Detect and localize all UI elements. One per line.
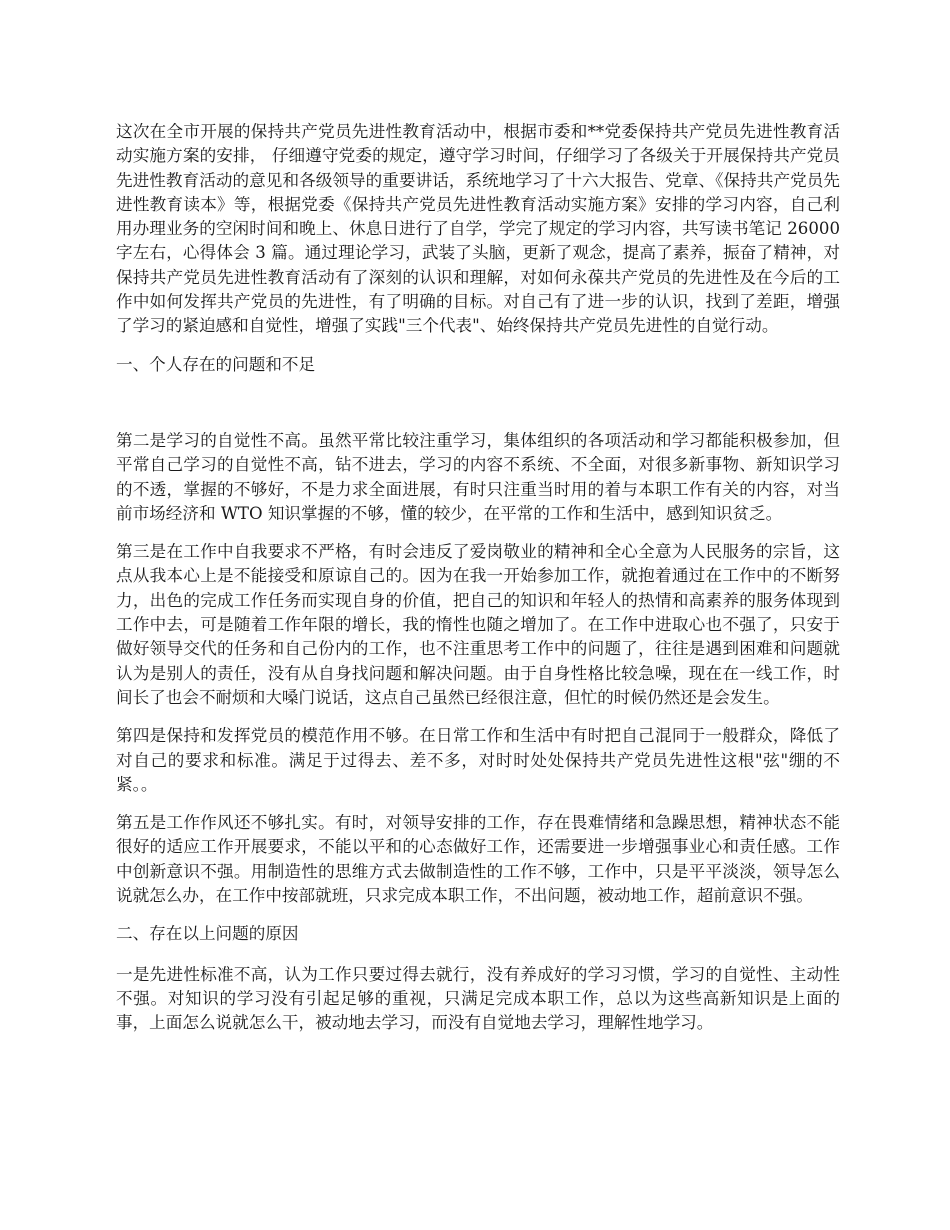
paragraph-fifth-point: 第五是工作作风还不够扎实。有时，对领导安排的工作，存在畏难情绪和急躁思想，精神状态不能很好的适应工作开展要求，不能以平和的心态做好工作，还需要进一步增强事业心和责任感。工作中创新意识不强。用制造性的思维方式去做制造性的工作不够，工作中，只是平平淡淡，领导怎么说就怎么办，在工作中按部就班，只求完成本职工作，不出问题，被动地工作，超前意识不强。	[116, 813, 840, 906]
paragraph-fourth-point: 第四是保持和发挥党员的模范作用不够。在日常工作和生活中有时把自己混同于一般群众，降低了对自己的要求和标准。满足于过得去、差不多，对时时处处保持共产党员先进性这根"弦"绷的不紧。。	[116, 726, 840, 794]
intro-paragraph: 这次在全市开展的保持共产党员先进性教育活动中，根据市委和**党委保持共产党员先进性教育活动实施方案的安排， 仔细遵守党委的规定，遵守学习时间，仔细学习了各级关于开展保持共产党员先进性教育活动的意见和各级领导的重要讲话，系统地学习了十六大报告、党章、《保持共产党员先进性教育读本》等，根据党委《保持共产党员先进性教育活动实施方案》安排的学习内容，自己利用办理业务的空闲时间和晚上、休息日进行了自学，学完了规定的学习内容，共写读书笔记 26000 字左右，心得体会 3 篇。通过理论学习，武装了头脑，更新了观念，提高了素养，振奋了精神，对保持共产党员先进性教育活动有了深刻的认识和理解，对如何永葆共产党员的先进性及在今后的工作中如何发挥共产党员的先进性，有了明确的目标。对自己有了进一步的认识，找到了差距，增强了学习的紧迫感和自觉性，增强了实践"三个代表"、始终保持共产党员先进性的自觉行动。	[116, 122, 840, 336]
paragraph-second-point: 第二是学习的自觉性不高。虽然平常比较注重学习，集体组织的各项活动和学习都能积极参加，但平常自己学习的自觉性不高，钻不进去，学习的内容不系统、不全面，对很多新事物、新知识学习的不透，掌握的不够好，不是力求全面进展，有时只注重当时用的着与本职工作有关的内容，对当前市场经济和 WTO 知识掌握的不够，懂的较少，在平常的工作和生活中，感到知识贫乏。	[116, 430, 840, 523]
section-heading-causes: 二、存在以上问题的原因	[116, 924, 299, 944]
paragraph-cause-one: 一是先进性标准不高，认为工作只要过得去就行，没有养成好的学习习惯，学习的自觉性、主动性不强。对知识的学习没有引起足够的重视，只满足完成本职工作，总以为这些高新知识是上面的事，上面怎么说就怎么干，被动地去学习，而没有自觉地去学习，理解性地学习。	[116, 964, 840, 1033]
paragraph-third-point: 第三是在工作中自我要求不严格，有时会违反了爱岗敬业的精神和全心全意为人民服务的宗旨，这点从我本心上是不能接受和原谅自己的。因为在我一开始参加工作，就抱着通过在工作中的不断努力，出色的完成工作任务而实现自身的价值，把自己的知识和年轻人的热情和高素养的服务体现到工作中去，可是随着工作年限的增长，我的惰性也随之增加了。在工作中进取心也不强了，只安于做好领导交代的任务和自己份内的工作，也不注重思考工作中的问题了，往往是遇到困难和问题就认为是别人的责任，没有从自身找问题和解决问题。由于自身性格比较急噪，现在在一线工作，时间长了也会不耐烦和大嗓门说话，这点自己虽然已经很注意，但忙的时候仍然还是会发生。	[116, 542, 840, 707]
section-heading-problems: 一、个人存在的问题和不足	[116, 354, 316, 374]
document-body	[116, 120, 840, 1036]
